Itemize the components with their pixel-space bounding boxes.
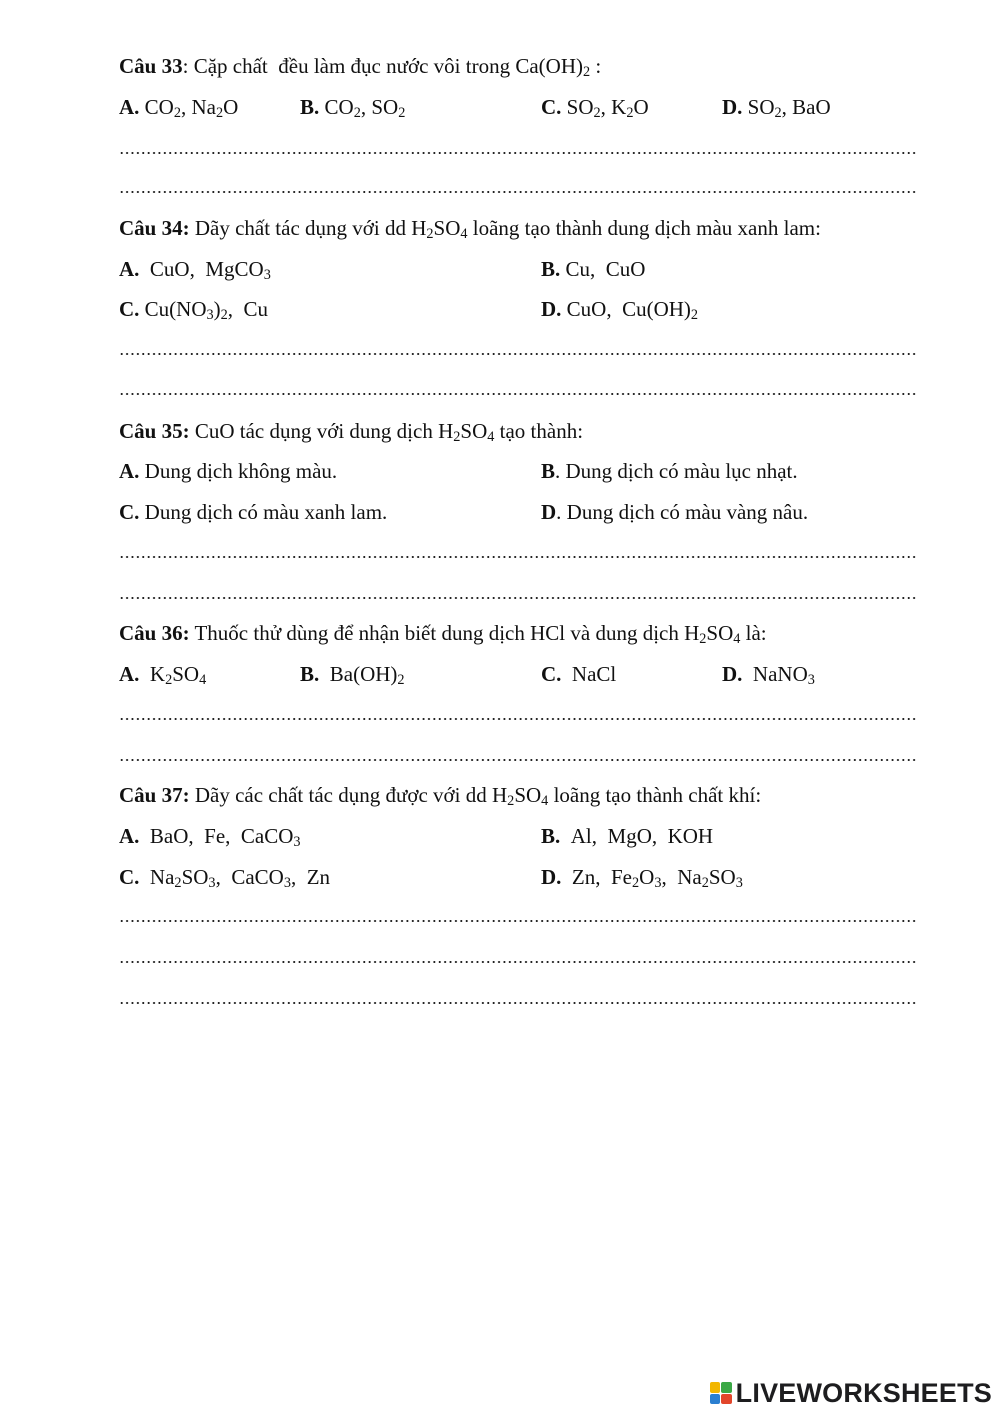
answer-line[interactable] — [119, 758, 917, 762]
question-33-option-c[interactable]: C. $SO_2$, $K_2O$ — [541, 95, 649, 122]
answer-line[interactable] — [119, 1001, 917, 1005]
question-35-stem: Câu 35: CuO tác dụng với dung dịch $H_2SO_4$ tạo thành: — [119, 419, 584, 446]
question-34-stem: Câu 34: Dãy chất tác dụng với dd $H_2SO_4$ loãng tạo thành dung dịch màu xanh lam: — [119, 216, 821, 243]
question-34-option-d[interactable]: D. CuO, $Cu(OH)_2$ — [541, 297, 699, 324]
question-36-option-b[interactable]: B. $Ba(OH)_2$ — [300, 662, 405, 689]
question-37-option-c[interactable]: C. $Na_2SO_3$, CaCO$_3$, Zn — [119, 865, 331, 892]
answer-line[interactable] — [119, 555, 917, 559]
answer-line[interactable] — [119, 596, 917, 600]
question-36-option-d[interactable]: D. NaNO$_3$ — [722, 662, 815, 689]
question-35-option-a[interactable]: A. Dung dịch không màu. — [119, 459, 338, 483]
question-37-stem: Câu 37: Dãy các chất tác dụng được với dd $H_2SO_4$ loãng tạo thành chất khí: — [119, 783, 762, 810]
logo-tile — [710, 1382, 721, 1393]
answer-line[interactable] — [119, 717, 917, 721]
logo-tile — [721, 1394, 732, 1405]
liveworksheets-brand[interactable] — [710, 1378, 992, 1408]
question-35-option-c[interactable]: C. Dung dịch có màu xanh lam. — [119, 500, 388, 524]
answer-line[interactable] — [119, 960, 917, 964]
answer-line[interactable] — [119, 190, 917, 194]
question-36-stem: Câu 36: Thuốc thử dùng để nhận biết dung dịch HCl và dung dịch $H_2SO_4$ là: — [119, 621, 767, 648]
question-34-option-c[interactable]: C. $Cu(NO_3)_2$, Cu — [119, 297, 269, 324]
question-33-option-b[interactable]: B. $CO_2$, $SO_2$ — [300, 95, 406, 122]
question-35-option-b[interactable]: B. Dung dịch có màu lục nhạt. — [541, 459, 798, 483]
question-37-option-a[interactable]: A. BaO, Fe, CaCO$_3$ — [119, 824, 301, 851]
brand-name: LIVEWORKSHEETS — [735, 1377, 992, 1408]
question-34-option-a[interactable]: A. CuO, MgCO$_3$ — [119, 257, 271, 284]
question-36-option-a[interactable]: A. $K_2SO_4$ — [119, 662, 207, 689]
question-33-option-d[interactable]: D. $SO_2$, BaO — [722, 95, 831, 122]
question-33-stem: Câu 33: Cặp chất đều làm đục nước vôi trong $Ca(OH)_2$ : — [119, 54, 602, 81]
logo-tile — [710, 1394, 721, 1405]
question-34-option-b[interactable]: B. Cu, CuO — [541, 257, 646, 281]
question-33-option-a[interactable]: A. $CO_2$, $Na_2O$ — [119, 95, 239, 122]
question-37-option-d[interactable]: D. Zn, $Fe_2O_3$, $Na_2SO_3$ — [541, 865, 743, 892]
question-36-option-c[interactable]: C. NaCl — [541, 662, 617, 686]
question-37-option-b[interactable]: B. Al, MgO, KOH — [541, 824, 714, 848]
liveworksheets-logo-icon — [710, 1382, 732, 1404]
answer-line[interactable] — [119, 151, 917, 155]
answer-line[interactable] — [119, 352, 917, 356]
question-35-option-d[interactable]: D. Dung dịch có màu vàng nâu. — [541, 500, 809, 524]
logo-tile — [721, 1382, 732, 1393]
answer-line[interactable] — [119, 919, 917, 923]
answer-line[interactable] — [119, 392, 917, 396]
